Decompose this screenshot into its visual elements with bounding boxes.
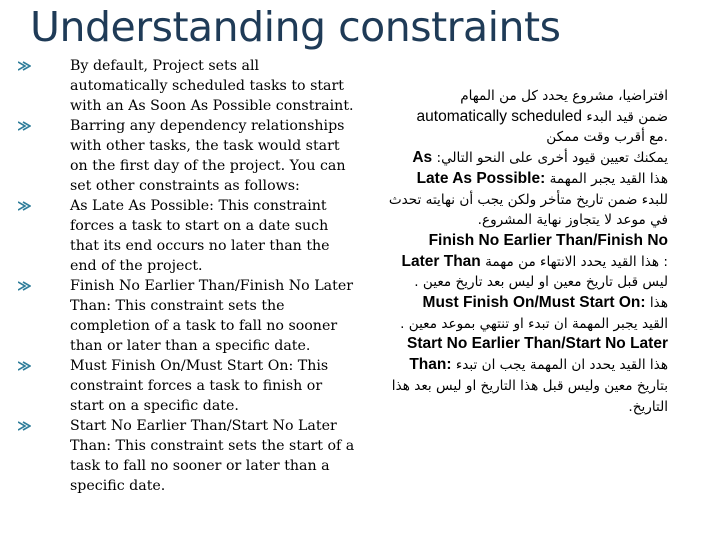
arabic-line: التاريخ.	[628, 398, 668, 415]
bullet-arrow-icon	[18, 121, 31, 131]
arabic-text: هذا	[649, 295, 668, 312]
bullet-arrow-icon	[18, 361, 31, 371]
bullet-text: Finish No Earlier Than/Finish No Later Than: This constraint sets the completion of a task to fall no sooner than or later than a specific date.	[70, 278, 353, 354]
bullet-text: By default, Project sets all automatically scheduled tasks to start with an As Soon As Possible constraint.	[70, 58, 354, 114]
arabic-line: افتراضيا، مشروع يحدد كل من المهام	[460, 88, 668, 104]
bullet-list	[18, 56, 358, 496]
arabic-line	[348, 252, 668, 273]
arabic-line: .مع أقرب وقت ممكن	[546, 129, 668, 146]
list-item	[18, 56, 358, 116]
arabic-text: : هذا القيد يحدد الانتهاء من مهمة	[485, 253, 668, 270]
arabic-line: القيد يجبر المهمة ان تبدء او تنتهي بموعد معين .	[400, 315, 668, 332]
arabic-line	[348, 169, 668, 190]
bullet-arrow-icon	[18, 421, 31, 431]
english-heading: Start No Earlier Than/Start No Later	[407, 335, 668, 353]
bullet-text: Start No Earlier Than/Start No Later Than: This constraint sets the start of a task to fall no sooner or later than a specific date.	[70, 418, 355, 494]
arabic-line: ليس قبل تاريخ معين او ليس بعد تاريخ معين .	[414, 274, 668, 291]
list-item	[18, 416, 358, 496]
arabic-text: ضمن قيد البدء	[586, 108, 668, 125]
bullet-arrow-icon	[18, 61, 31, 71]
arabic-line	[348, 107, 668, 128]
list-item	[18, 276, 358, 356]
english-term: automatically scheduled	[416, 107, 582, 125]
bullet-arrow-icon	[18, 281, 31, 291]
arabic-line: في موعد لا يتجاوز نهاية المشروع.	[477, 212, 668, 229]
bullet-text: Barring any dependency relationships with other tasks, the task would start on the first day of the project. You can set other constraints as follows:	[70, 118, 346, 194]
list-item	[18, 356, 358, 416]
bullet-text: Must Finish On/Must Start On: This constraint forces a task to finish or start on a specific date.	[70, 358, 329, 414]
list-item	[18, 116, 358, 196]
english-term: Than:	[409, 356, 452, 374]
english-heading: Finish No Earlier Than/Finish No	[428, 231, 668, 249]
arabic-line: للبدء ضمن تاريخ متأخر ولكن يجب أن نهايته تحدث	[388, 191, 668, 208]
bullet-arrow-icon	[18, 201, 31, 211]
arabic-line: بتاريخ معين وليس قبل هذا التاريخ او ليس بعد هذا	[391, 377, 668, 394]
arabic-text: هذا القيد يجبر المهمة	[549, 170, 668, 187]
arabic-translation	[348, 86, 668, 417]
list-item	[18, 196, 358, 276]
arabic-text: هذا القيد يحدد ان المهمة يجب ان تبدء	[455, 357, 668, 374]
arabic-text: يمكنك تعيين قيود أخرى على النحو التالي:	[436, 150, 668, 167]
english-term: As	[412, 149, 433, 167]
english-term: Later Than	[401, 252, 481, 270]
english-term: Late As Possible:	[416, 169, 546, 187]
arabic-line	[348, 148, 668, 169]
arabic-line	[348, 355, 668, 376]
arabic-line	[348, 293, 668, 314]
english-term: Must Finish On/Must Start On:	[422, 294, 646, 312]
slide-title: Understanding constraints	[30, 3, 561, 51]
bullet-text: As Late As Possible: This constraint forces a task to start on a date such that its end occurs no later than the end of the project.	[70, 198, 330, 274]
